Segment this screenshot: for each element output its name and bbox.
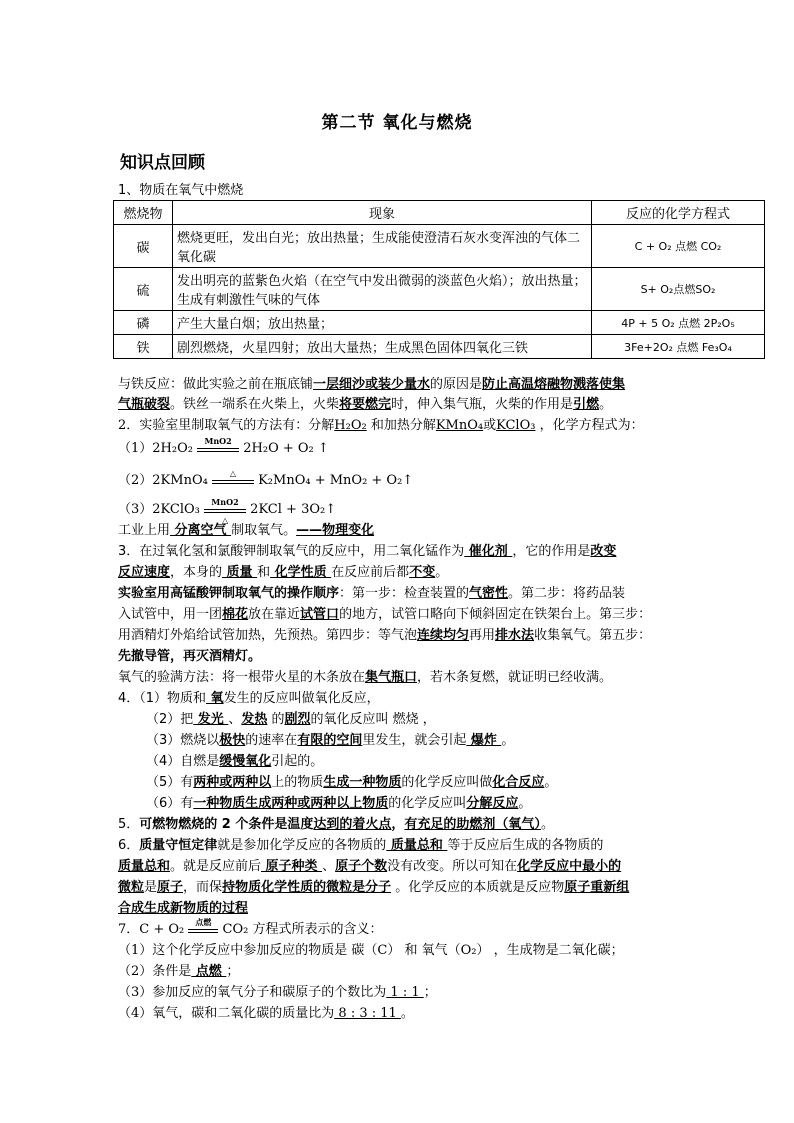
answer: 质量 — [222, 565, 258, 580]
text: （4）氧气，碳和二氧化碳的质量比为 — [118, 1006, 335, 1021]
text: 制取氧气。 — [231, 523, 297, 538]
text: 3．在过氧化氢和氯酸钾制取氧气的反应中，用二氧化锰作为 — [118, 544, 465, 559]
answer: 爆炸 — [466, 733, 502, 748]
phenomenon-cell: 发出明亮的蓝紫色火焰（在空气中发出微弱的淡蓝色火焰）；放出热量；生成有刺激性气味的气体 — [173, 268, 592, 311]
text: 实验室用高锰酸钾制取氧气的操作顺序 — [118, 586, 340, 601]
table-row — [114, 335, 765, 359]
text: 的氧化反应叫 燃烧 ， — [310, 712, 436, 727]
reaction-arrow — [212, 468, 254, 484]
text: （2）把 — [146, 712, 194, 727]
text: ，本身的 — [170, 565, 223, 580]
text: ，它的作用是 — [512, 544, 591, 559]
text: 2．实验室里制取氧气的方法有：分解 — [118, 418, 335, 433]
text: ，化学方程式为： — [535, 418, 644, 433]
text: 和加热分解 — [366, 418, 436, 433]
text: 放在靠近 — [248, 607, 301, 622]
answer: 反应速度 — [118, 565, 171, 580]
text: ，而保 — [183, 880, 223, 895]
answer: ——物理变化 — [296, 523, 375, 538]
text: 或 — [483, 418, 497, 433]
text: 里发生，就会引起 — [362, 733, 467, 748]
text: 、 — [322, 859, 336, 874]
text: （2）条件是 — [118, 964, 192, 979]
text: 。 — [435, 565, 449, 580]
reaction-arrow — [188, 917, 218, 933]
reaction-arrow — [204, 497, 246, 525]
text: 引起的。 — [271, 754, 324, 769]
reaction-arrow — [197, 436, 239, 452]
answer: 原子个数 — [335, 859, 388, 874]
text: 等于反应后生成的各物质的 — [447, 838, 604, 853]
answer: 原子种类 — [261, 859, 323, 874]
equation-2 — [118, 468, 414, 490]
text: （1）2H₂O₂ — [118, 441, 193, 456]
item3-line-6: 先撤导管，再灭酒精灯。 — [118, 649, 262, 664]
text: 。 — [540, 817, 554, 832]
table-header-row — [114, 201, 765, 225]
equation-cell: 4P + 5 O₂ 点燃 2P₂O₅ — [592, 311, 765, 335]
answer: 催化剂 — [464, 544, 513, 559]
answer: KMnO₄ — [435, 418, 484, 433]
header-cell: 现象 — [173, 201, 592, 225]
answer: 剧烈 — [284, 712, 311, 727]
item6-line-1 — [118, 837, 603, 855]
text: （4）自燃是 — [146, 754, 220, 769]
text: （3）2KClO₃ — [118, 502, 200, 517]
text: 5． — [118, 817, 140, 832]
item3-line-5 — [118, 627, 651, 645]
table-row — [114, 311, 765, 335]
text: 上的物质 — [271, 775, 324, 790]
item7-line-2 — [118, 963, 239, 981]
header-cell: 燃烧物 — [114, 201, 173, 225]
item3-line-3 — [118, 585, 625, 603]
condition: △ — [229, 468, 237, 478]
condition: △ — [221, 516, 229, 525]
industry-line — [118, 522, 374, 540]
answer: 极快 — [219, 733, 246, 748]
answer: 有限的空间 — [297, 733, 363, 748]
answer: 生成一种物质 — [323, 775, 402, 790]
text: 在反应前后都 — [331, 565, 410, 580]
item7-line-1: （1）这个化学反应中参加反应的物质是 碳（C） 和 氧气（O₂） ，生成物是二氧化碳； — [118, 943, 624, 958]
combustion-table — [113, 200, 765, 359]
table-row — [114, 268, 765, 311]
answer: 缓慢氧化 — [219, 754, 272, 769]
text: 可燃物燃烧的 2 个条件是温度 — [139, 817, 314, 832]
text: 。 — [544, 775, 558, 790]
answer: KClO₃ — [496, 418, 536, 433]
text: 6． — [118, 838, 140, 853]
text: 和 — [257, 565, 271, 580]
text: CO₂ 方程式所表示的含义： — [222, 922, 383, 937]
answer: 气瓶破裂 — [118, 397, 171, 412]
item4-line-6 — [146, 795, 531, 813]
text: 的原因是 — [430, 377, 483, 392]
table-row — [114, 225, 765, 268]
text: 的化学反应叫 — [388, 796, 467, 811]
text: （2）2KMnO₄ — [118, 473, 208, 488]
substance-cell: 铁 — [114, 335, 173, 359]
answer: 棉花 — [222, 607, 249, 622]
answer: 持物质化学性质的微粒是分子 — [222, 880, 392, 895]
term: 质量守恒定律 — [139, 838, 218, 853]
answer: 发光 — [193, 712, 229, 727]
text: ； — [226, 964, 240, 979]
answer: 化学反应中最小的 — [517, 859, 622, 874]
answer: 氧 — [206, 691, 224, 706]
item6-line-4: 合成生成新物质的过程 — [118, 901, 249, 916]
answer: 达到的着火点 — [313, 817, 392, 832]
item7-line-4 — [118, 1005, 414, 1023]
substance-cell: 磷 — [114, 311, 173, 335]
answer: 改变 — [590, 544, 617, 559]
page-title: 第二节 氧化与燃烧 — [321, 113, 473, 133]
section-heading: 知识点回顾 — [120, 153, 205, 173]
condition: 点燃 — [195, 917, 212, 927]
equation-3 — [118, 497, 337, 525]
text: 是 — [144, 880, 158, 895]
answer: 集气瓶口 — [365, 670, 418, 685]
text: 的 — [267, 712, 285, 727]
item3-line-7 — [118, 669, 612, 687]
answer: 分解反应 — [466, 796, 519, 811]
item3-line-2 — [118, 564, 448, 582]
item6-line-3 — [118, 879, 629, 897]
answer: 防止高温熔融物溅落使集 — [482, 377, 626, 392]
text: 。就是反应前后 — [170, 859, 262, 874]
answer: 一层细沙或装少量水 — [313, 377, 431, 392]
answer: 两种或两种以 — [193, 775, 272, 790]
text: 。 — [400, 1006, 414, 1021]
item4-line-2 — [146, 711, 436, 729]
answer: 点燃 — [191, 964, 227, 979]
text: ， — [391, 817, 405, 832]
item7-heading — [118, 917, 383, 939]
text: 的速率在 — [245, 733, 298, 748]
answer: 排水法 — [495, 628, 535, 643]
iron-line-1 — [118, 376, 625, 394]
equation-cell: 3Fe+2O₂ 点燃 Fe₃O₄ — [592, 335, 765, 359]
text: 2H₂O + O₂ ↑ — [243, 441, 329, 456]
item7-line-3 — [118, 984, 437, 1002]
item4-line-4 — [146, 753, 323, 771]
text: 用酒精灯外焰给试管加热，先预热。第四步：等气泡 — [118, 628, 418, 643]
text: （3）参加反应的氧气分子和碳原子的个数比为 — [118, 985, 387, 1000]
phenomenon-cell: 剧烈燃烧，火星四射；放出大量热；生成黑色固体四氧化三铁 — [173, 335, 592, 359]
answer: 将要燃完 — [339, 397, 392, 412]
answer: 质量总和 — [386, 838, 448, 853]
phenomenon-cell: 燃烧更旺，发出白光；放出热量；生成能使澄清石灰水变浑浊的气体二氧化碳 — [173, 225, 592, 268]
item3-line-4 — [118, 606, 651, 624]
item4-line-5 — [146, 774, 557, 792]
answer: H₂O₂ — [334, 418, 367, 433]
text: 氧气的验满方法：将一根带火星的木条放在 — [118, 670, 366, 685]
answer: 气密性 — [469, 586, 509, 601]
answer: 一种物质生成两种或两种以上物质 — [193, 796, 389, 811]
item6-line-2 — [118, 858, 621, 876]
answer: 发热 — [241, 712, 268, 727]
answer: 微粒 — [118, 880, 145, 895]
answer: 1 : 1 — [386, 985, 424, 1000]
text: 。第二步：将药品装 — [508, 586, 626, 601]
text: 。 — [501, 733, 515, 748]
text: 的地方，试管口略向下倾斜固定在铁架台上。第三步： — [339, 607, 652, 622]
item4-line-3 — [146, 732, 514, 750]
answer: 不变 — [409, 565, 436, 580]
text: 工业上用 — [118, 523, 171, 538]
text: 4．（1）物质和 — [118, 691, 207, 706]
answer: 连续均匀 — [417, 628, 470, 643]
text: 就是参加化学反应的各物质的 — [217, 838, 387, 853]
condition: MnO2 — [204, 436, 232, 446]
answer: 化学性质 — [270, 565, 332, 580]
text: 与铁反应：做此实验之前在瓶底铺 — [118, 377, 314, 392]
text: 发生的反应叫做氧化反应， — [223, 691, 380, 706]
text: ，若木条复燃，就证明已经收满。 — [417, 670, 613, 685]
text: 收集氧气。第五步： — [534, 628, 652, 643]
equation-cell: S+ O₂点燃SO₂ — [592, 268, 765, 311]
text: （3）燃烧以 — [146, 733, 220, 748]
answer: 质量总和 — [118, 859, 171, 874]
answer: 化合反应 — [492, 775, 545, 790]
item1-heading: 1、物质在氧气中燃烧 — [118, 183, 244, 198]
text: 入试管中，用一团 — [118, 607, 223, 622]
text: 。铁丝一端系在火柴上，火柴 — [170, 397, 340, 412]
text: 再用 — [469, 628, 496, 643]
text: 时，伸入集气瓶，火柴的作用是 — [391, 397, 574, 412]
equation-1 — [118, 436, 329, 458]
text: ：第一步：检查装置的 — [339, 586, 470, 601]
item5-line — [118, 816, 554, 834]
text: 。化学反应的本质就是反应物 — [391, 880, 565, 895]
text: 2KCl + 3O₂↑ — [250, 502, 337, 517]
item4-line-1 — [118, 690, 380, 708]
text: 。 — [599, 397, 613, 412]
text: 、 — [228, 712, 242, 727]
text: （6）有 — [146, 796, 194, 811]
text: 。 — [518, 796, 532, 811]
text: 7．C + O₂ — [118, 922, 185, 937]
iron-line-2 — [118, 396, 612, 414]
answer: 试管口 — [300, 607, 340, 622]
answer: 8 : 3 : 11 — [334, 1006, 401, 1021]
answer: 原子重新组 — [564, 880, 630, 895]
equation-cell: C + O₂ 点燃 CO₂ — [592, 225, 765, 268]
answer: 引燃 — [573, 397, 600, 412]
text: 没有改变。所以可知在 — [387, 859, 518, 874]
text: K₂MnO₄ + MnO₂ + O₂↑ — [258, 473, 414, 488]
phenomenon-cell: 产生大量白烟；放出热量； — [173, 311, 592, 335]
substance-cell: 碳 — [114, 225, 173, 268]
text: ； — [423, 985, 437, 1000]
text: 的化学反应叫做 — [401, 775, 493, 790]
answer: 分离空气 — [170, 523, 232, 538]
header-cell: 反应的化学方程式 — [592, 201, 765, 225]
substance-cell: 硫 — [114, 268, 173, 311]
text: （5）有 — [146, 775, 194, 790]
answer: 原子 — [157, 880, 184, 895]
answer: 有充足的助燃剂（氧气） — [404, 817, 541, 832]
item3-line-1 — [118, 543, 616, 561]
condition: MnO2 — [211, 497, 239, 507]
